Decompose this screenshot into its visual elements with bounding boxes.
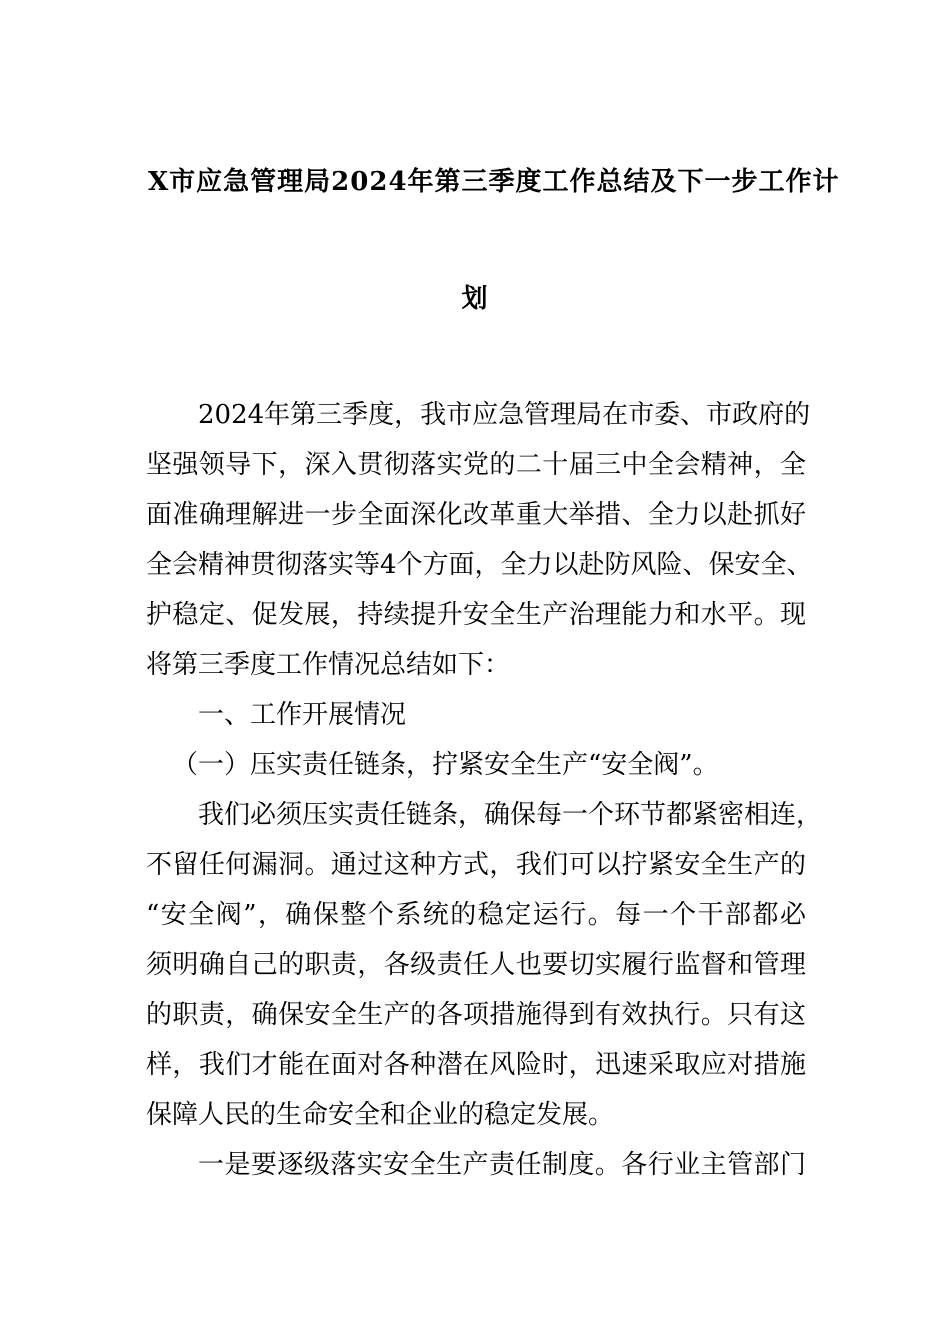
body-text-line: 不留任何漏洞。通过这种方式，我们可以拧紧安全生产的: [146, 850, 806, 880]
body-text-line: 的职责，确保安全生产的各项措施得到有效执行。只有这: [146, 1000, 806, 1030]
body-text-line: 须明确自己的职责，各级责任人也要切实履行监督和管理: [146, 950, 806, 980]
body-text-line: 护稳定、促发展，持续提升安全生产治理能力和水平。现: [146, 600, 806, 630]
document-title-line-2: 划: [461, 284, 489, 314]
document-title-line-1: X市应急管理局2024年第三季度工作总结及下一步工作计: [148, 167, 840, 197]
section-heading: 一、工作开展情况: [198, 700, 407, 730]
body-text-line: 2024年第三季度，我市应急管理局在市委、市政府的: [198, 400, 811, 430]
subsection-heading: （一）压实责任链条，拧紧安全生产“安全阀”。: [172, 750, 719, 780]
body-text-line: 保障人民的生命安全和企业的稳定发展。: [146, 1100, 615, 1130]
body-text-line: 坚强领导下，深入贯彻落实党的二十届三中全会精神，全: [146, 450, 806, 480]
body-text-line: 我们必须压实责任链条，确保每一个环节都紧密相连，: [198, 800, 823, 830]
body-text-line: “安全阀”，确保整个系统的稳定运行。每一个干部都必: [146, 900, 806, 930]
body-text-line: 样，我们才能在面对各种潜在风险时，迅速采取应对措施: [146, 1050, 806, 1080]
body-text-line: 全会精神贯彻落实等4个方面，全力以赴防风险、保安全、: [146, 550, 813, 580]
body-text-line: 将第三季度工作情况总结如下：: [146, 650, 511, 680]
body-text-line: 一是要逐级落实安全生产责任制度。各行业主管部门: [198, 1150, 806, 1180]
body-text-line: 面准确理解进一步全面深化改革重大举措、全力以赴抓好: [146, 500, 806, 530]
